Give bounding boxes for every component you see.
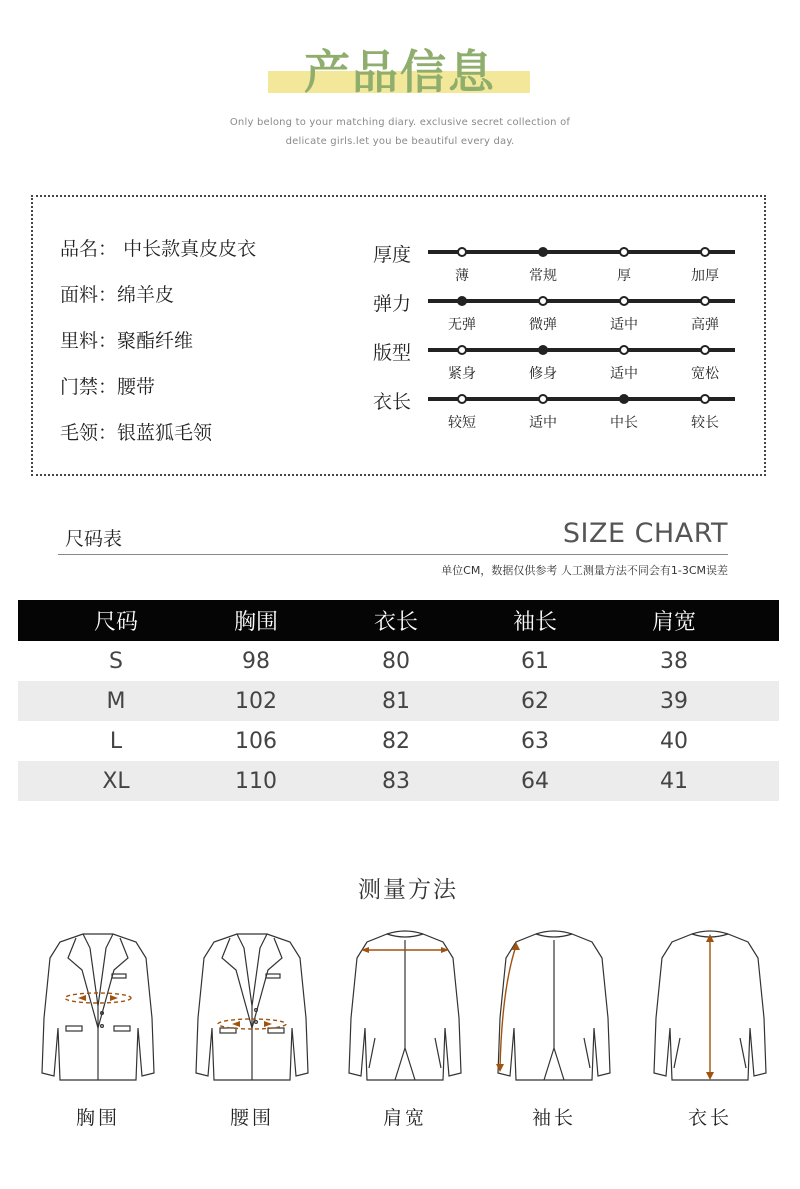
table-header-cell: 衣长 bbox=[373, 610, 418, 635]
table-cell: XL bbox=[102, 768, 130, 794]
jacket-chest-icon bbox=[38, 928, 158, 1084]
info-name bbox=[60, 234, 256, 261]
scale-track bbox=[428, 348, 735, 352]
info-value: 银蓝狐毛领 bbox=[117, 422, 213, 444]
scale-name: 版型 bbox=[373, 342, 412, 364]
table-row bbox=[18, 681, 779, 721]
info-value: 腰带 bbox=[117, 376, 156, 398]
scale-option-label: 加厚 bbox=[691, 268, 719, 284]
scale-option-label: 适中 bbox=[529, 415, 557, 431]
table-row bbox=[18, 761, 779, 801]
scale-name: 弹力 bbox=[373, 293, 412, 315]
scale-option-label: 厚 bbox=[617, 268, 631, 284]
info-label: 面料： bbox=[60, 284, 118, 306]
jacket-sleeve-icon bbox=[494, 928, 614, 1084]
table-cell: 38 bbox=[660, 648, 688, 674]
measure-label-waist: 腰围 bbox=[229, 1107, 274, 1129]
subtitle-line-2: delicate girls.let you be beautiful every day. bbox=[285, 136, 515, 147]
jacket-shoulder-icon bbox=[345, 928, 465, 1084]
scale-dot bbox=[619, 247, 629, 257]
scale-dot bbox=[457, 345, 467, 355]
size-chart-divider bbox=[58, 554, 728, 555]
table-cell: 61 bbox=[521, 648, 549, 674]
table-cell: 39 bbox=[660, 688, 688, 714]
table-header-cell: 胸围 bbox=[233, 610, 278, 635]
scale-dot bbox=[700, 345, 710, 355]
table-row bbox=[18, 641, 779, 681]
page-title: 产品信息 bbox=[304, 45, 496, 99]
scale-option-label: 无弹 bbox=[448, 317, 476, 333]
table-cell: 82 bbox=[382, 728, 410, 754]
scale-option-label: 修身 bbox=[529, 366, 557, 382]
table-cell: 62 bbox=[521, 688, 549, 714]
measure-label-sleeve: 袖长 bbox=[531, 1107, 576, 1129]
table-cell: 83 bbox=[382, 768, 410, 794]
scale-option-label: 薄 bbox=[455, 268, 469, 284]
subtitle-line-1: Only belong to your matching diary. exclusive secret collection of bbox=[229, 117, 571, 128]
scale-dot-selected bbox=[538, 345, 548, 355]
jacket-waist-icon bbox=[192, 928, 312, 1084]
size-chart-note: 单位CM，数据仅供参考 人工测量方法不同会有1-3CM误差 bbox=[441, 564, 728, 577]
scale-option-label: 微弹 bbox=[529, 317, 557, 333]
info-value: 中长款真皮皮衣 bbox=[123, 238, 257, 260]
info-collar bbox=[60, 418, 212, 445]
table-cell: L bbox=[109, 728, 123, 754]
scale-option-label: 高弹 bbox=[691, 317, 719, 333]
info-label: 里料： bbox=[60, 330, 118, 352]
scale-name: 厚度 bbox=[373, 244, 412, 266]
table-cell: 63 bbox=[521, 728, 549, 754]
table-header bbox=[18, 600, 779, 641]
table-cell: S bbox=[109, 648, 123, 674]
scale-track bbox=[428, 299, 735, 303]
info-fabric bbox=[60, 280, 174, 307]
table-cell: 110 bbox=[235, 768, 277, 794]
scale-option-label: 较长 bbox=[691, 415, 719, 431]
table-cell: 102 bbox=[235, 688, 277, 714]
table-cell: 41 bbox=[660, 768, 688, 794]
table-header-cell: 肩宽 bbox=[651, 610, 696, 635]
scale-option-label: 常规 bbox=[529, 268, 557, 284]
measure-label-length: 衣长 bbox=[687, 1107, 732, 1129]
scale-dot bbox=[619, 296, 629, 306]
scale-dot bbox=[700, 247, 710, 257]
scale-dot-selected bbox=[457, 296, 467, 306]
info-lining bbox=[60, 326, 193, 353]
scale-option-label: 宽松 bbox=[691, 366, 719, 382]
table-cell: 106 bbox=[235, 728, 277, 754]
scale-dot bbox=[457, 394, 467, 404]
jacket-length-icon bbox=[650, 928, 770, 1084]
table-cell: 64 bbox=[521, 768, 549, 794]
scale-dot-selected bbox=[619, 394, 629, 404]
scale-dot bbox=[457, 247, 467, 257]
info-label: 毛领： bbox=[60, 422, 118, 444]
scale-dot bbox=[700, 296, 710, 306]
info-value: 绵羊皮 bbox=[117, 284, 175, 306]
info-closure bbox=[60, 372, 155, 399]
scale-dot bbox=[538, 394, 548, 404]
table-header-cell: 尺码 bbox=[93, 610, 138, 635]
info-label: 品名： bbox=[60, 238, 118, 260]
table-row bbox=[18, 721, 779, 761]
table-cell: 80 bbox=[382, 648, 410, 674]
scale-dot bbox=[538, 296, 548, 306]
measure-label-chest: 胸围 bbox=[75, 1107, 120, 1129]
scale-dot bbox=[619, 345, 629, 355]
scale-track bbox=[428, 250, 735, 254]
scale-option-label: 适中 bbox=[610, 317, 638, 333]
scale-option-label: 紧身 bbox=[448, 366, 476, 382]
table-header-cell: 袖长 bbox=[512, 610, 557, 635]
table-cell: 40 bbox=[660, 728, 688, 754]
table-cell: M bbox=[106, 688, 126, 714]
size-chart-title-en: SIZE CHART bbox=[562, 518, 728, 549]
table-cell: 98 bbox=[242, 648, 270, 674]
measure-label-shoulder: 肩宽 bbox=[382, 1107, 427, 1129]
info-value: 聚酯纤维 bbox=[117, 330, 194, 352]
scale-name: 衣长 bbox=[373, 391, 412, 413]
scale-option-label: 中长 bbox=[610, 415, 638, 431]
scale-dot bbox=[700, 394, 710, 404]
scale-track bbox=[428, 397, 735, 401]
table-cell: 81 bbox=[382, 688, 410, 714]
scale-option-label: 较短 bbox=[448, 415, 476, 431]
scale-dot-selected bbox=[538, 247, 548, 257]
scale-option-label: 适中 bbox=[610, 366, 638, 382]
size-table bbox=[18, 600, 779, 801]
size-chart-title-cn: 尺码表 bbox=[65, 528, 123, 550]
info-label: 门禁： bbox=[60, 376, 118, 398]
measure-title: 测量方法 bbox=[358, 877, 458, 903]
